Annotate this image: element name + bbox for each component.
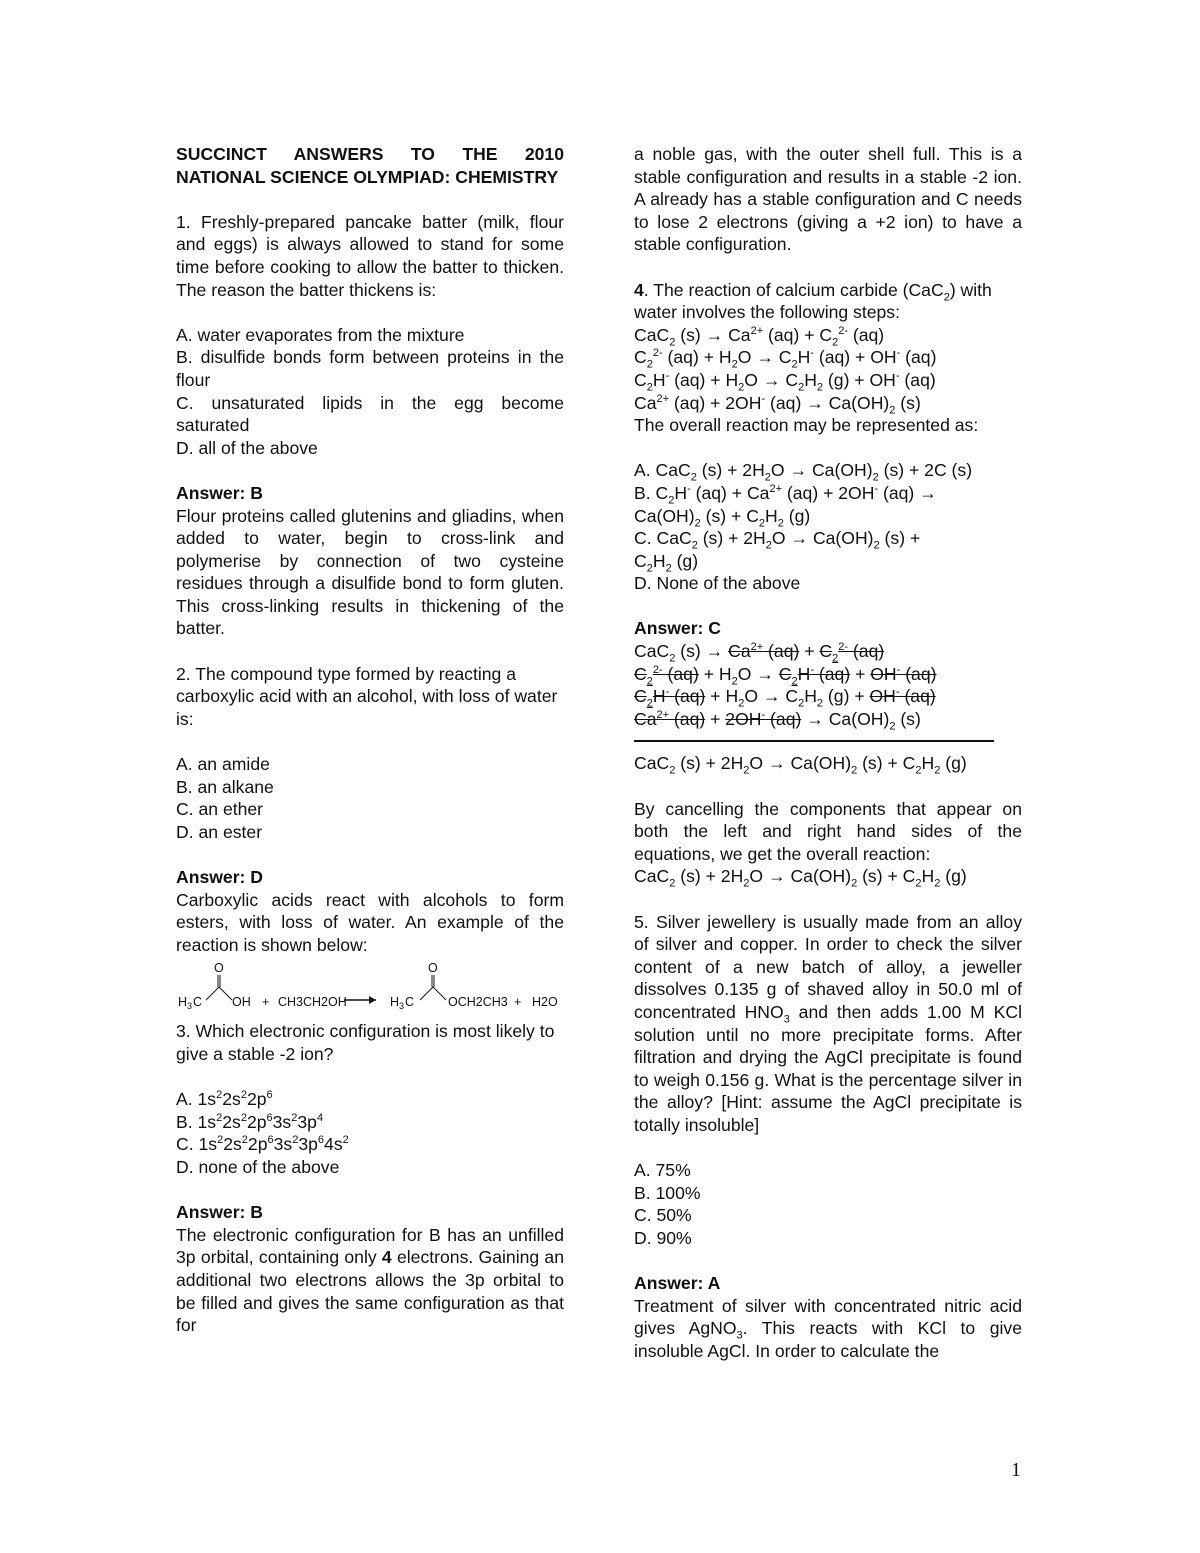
q4-net-equation: CaC$_2$ $(s) + 2H_2O \to Ca(OH)_2$ $(s) + C_2H_2$ (g) bbox=[634, 753, 967, 777]
water-formula: H2O bbox=[532, 995, 558, 1010]
h3c-1-sub: 3 bbox=[187, 1001, 193, 1012]
alcohol-formula: CH3CH2OH bbox=[278, 995, 347, 1010]
q4-option-c: C. CaC$_2$ $(s) + 2H_2O \to Ca(OH)_2$ (s) + $C_2H_2$ (g) bbox=[634, 528, 921, 575]
q2-option-b: B. an alkane bbox=[176, 776, 274, 797]
document-title: SUCCINCT ANSWERS TO THE 2010 NATIONAL SCIENCE OLYMPIAD: CHEMISTRY bbox=[176, 144, 564, 187]
q4-answer: Answer: C bbox=[634, 618, 722, 639]
q3-option-b: B. $1s^22s^22p^63s^23p^4$ bbox=[176, 1111, 324, 1132]
plus-2: + bbox=[514, 995, 522, 1010]
q3-option-a: A. $1s^22s^22p^6$ bbox=[176, 1089, 273, 1110]
q4-cancel-step-3: $C_2H^-$ $(aq) + H_2O \to C_2H_2$ (g) + OH- (aq) bbox=[634, 686, 936, 710]
q3-explanation-part2: a noble gas, with the outer shell full. This is a stable configuration and results in a stable -2 ion. A already has a stable configuration and C needs to lose 2 electrons (giving a +2 ion) to have a stable configuration. bbox=[634, 144, 1022, 255]
right-column bbox=[634, 143, 1022, 1362]
q1-explanation: Flour proteins called glutenins and gliadins, when added to water, begin to cross-link and polymerise by connection of two cysteine residues through a disulfide bond to form gluten. This cross-linking results in thickening of the batter. bbox=[176, 505, 564, 639]
q2-option-d: D. an ester bbox=[176, 821, 263, 842]
q4-cancel-step-2: $C_2^{2-}$ $(aq) + H_2O \to C_2H^-$ (aq) + OH- (aq) bbox=[634, 663, 937, 688]
esterification-scheme bbox=[176, 958, 564, 1014]
q2-option-a: A. an amide bbox=[176, 754, 270, 775]
q4-cancel-step-1: CaC$_2$ $(s) \to Ca^{2+}$ $(aq) + C_2^{2-}$ (aq) bbox=[634, 641, 885, 665]
q4-step-3: $C_2H^-$ $(aq) + H_2O \to C_2H_2$ (g) + OH- (aq) bbox=[634, 369, 936, 394]
q4-step-2: $C_2^{2-}$ $(aq) + H_2O \to C_2H^-$ (aq) + OH- (aq) bbox=[634, 347, 937, 371]
q4-cancel-step-4: $Ca^{2+}$ (aq) + 2OH- $(aq) \to Ca(OH)_2$ (s) bbox=[634, 708, 921, 733]
hydroxyl: OH bbox=[232, 995, 251, 1010]
q1-option-d: D. all of the above bbox=[176, 437, 318, 458]
question-2-text: 2. The compound type formed by reacting a carboxylic acid with an alcohol, with loss of water is: bbox=[176, 663, 558, 729]
q3-explanation-part1: The electronic configuration for B has an unfilled 3p orbital, containing only 4 electrons. Gaining an additional two electrons allows the 3p orbital to be filled and gives the same configuration as that for bbox=[176, 1224, 564, 1336]
q4-overall-equation: CaC$_2$ $(s) + 2H_2O \to Ca(OH)_2$ $(s) + C_2H_2$ (g) bbox=[634, 866, 967, 890]
q4-step-4: $Ca^{2+}$ (aq) + 2OH- $(aq) \to Ca(OH)_2$ (s) bbox=[634, 392, 921, 417]
question-5-text: 5. Silver jewellery is usually made from an alloy of silver and copper. In order to check the silver content of a new batch of alloy, a jeweller dissolves 0.135 g of shaved alloy in 50.0 ml of concentrated $HNO_3$ and then adds 1.00 M KCl solution until no more precipitate forms. After filtration and drying the AgCl precipitate is found to weigh 0.156 g. What is the percentage silver in the alloy? [Hint: assume the AgCl precipitate is totally insoluble] bbox=[634, 911, 1022, 1135]
q4-overall-prompt: The overall reaction may be represented as: bbox=[634, 415, 979, 436]
sum-rule bbox=[634, 740, 994, 742]
q4-explanation: By cancelling the components that appear on both the left and right hand sides of the equations, we get the overall reaction: bbox=[634, 798, 1022, 864]
q5-answer: Answer: A bbox=[634, 1273, 721, 1294]
q2-answer: Answer: D bbox=[176, 867, 264, 887]
question-3-text: 3. Which electronic configuration is most likely to give a stable -2 ion? bbox=[176, 1021, 555, 1064]
q1-option-b: B. disulfide bonds form between proteins in the flour bbox=[176, 347, 564, 390]
q4-option-b: B. $C_2H^-$ $(aq) + Ca^{2+}$ (aq) + 2OH- (aq) → $Ca(OH)_2$ $(s) + C_2H_2$ (g) bbox=[634, 482, 937, 530]
q1-option-a: A. water evaporates from the mixture bbox=[176, 324, 465, 345]
h3c-1-h: H bbox=[178, 995, 188, 1010]
q3-option-c: C. $1s^22s^22p^63s^23p^64s^2$ bbox=[176, 1134, 349, 1155]
q5-explanation: Treatment of silver with concentrated nitric acid gives AgNO$_3$. This reacts with KCl to give insoluble AgCl. In order to calculate the bbox=[634, 1295, 1022, 1361]
question-1-text: 1. Freshly-prepared pancake batter (milk, flour and eggs) is always allowed to stand for some time before cooking to allow the batter to thicken. The reason the batter thickens is: bbox=[176, 211, 564, 300]
q5-option-a: A. 75% bbox=[634, 1160, 691, 1181]
carbonyl-o-2: O bbox=[428, 961, 438, 976]
h3c-1-c: C bbox=[193, 995, 203, 1010]
carbonyl-o-1: O bbox=[214, 961, 224, 976]
q5-option-c: C. 50% bbox=[634, 1205, 692, 1226]
h3c-2-sub: 3 bbox=[399, 1001, 405, 1012]
ester-group: OCH2CH3 bbox=[448, 995, 508, 1010]
q2-explanation: Carboxylic acids react with alcohols to form esters, with loss of water. An example of the reaction is shown below: bbox=[176, 889, 564, 955]
page-number: 1 bbox=[1011, 1459, 1021, 1481]
h3c-2-h: H bbox=[390, 995, 400, 1010]
q4-option-d: D. None of the above bbox=[634, 573, 801, 594]
q3-answer: Answer: B bbox=[176, 1202, 264, 1223]
q4-option-a: A. CaC$_2$ $(s) + 2H_2O \to Ca(OH)_2$ (s) + 2C (s) bbox=[634, 460, 973, 484]
h3c-2-c: C bbox=[405, 995, 415, 1010]
q1-option-c: C. unsaturated lipids in the egg become saturated bbox=[176, 392, 564, 436]
q2-option-c: C. an ether bbox=[176, 799, 264, 820]
plus-1: + bbox=[262, 995, 270, 1010]
q5-option-d: D. 90% bbox=[634, 1227, 692, 1248]
left-column bbox=[176, 143, 564, 1337]
question-4-text: 4. The reaction of calcium carbide (CaC$_2$) with water involves the following steps: bbox=[634, 279, 992, 323]
q1-answer: Answer: B bbox=[176, 482, 264, 503]
q5-option-b: B. 100% bbox=[634, 1182, 701, 1203]
q3-option-d: D. none of the above bbox=[176, 1156, 340, 1177]
q4-step-1: CaC$_2$ $(s) \to Ca^{2+}$ $(aq) + C_2^{2-}$ (aq) bbox=[634, 324, 885, 349]
